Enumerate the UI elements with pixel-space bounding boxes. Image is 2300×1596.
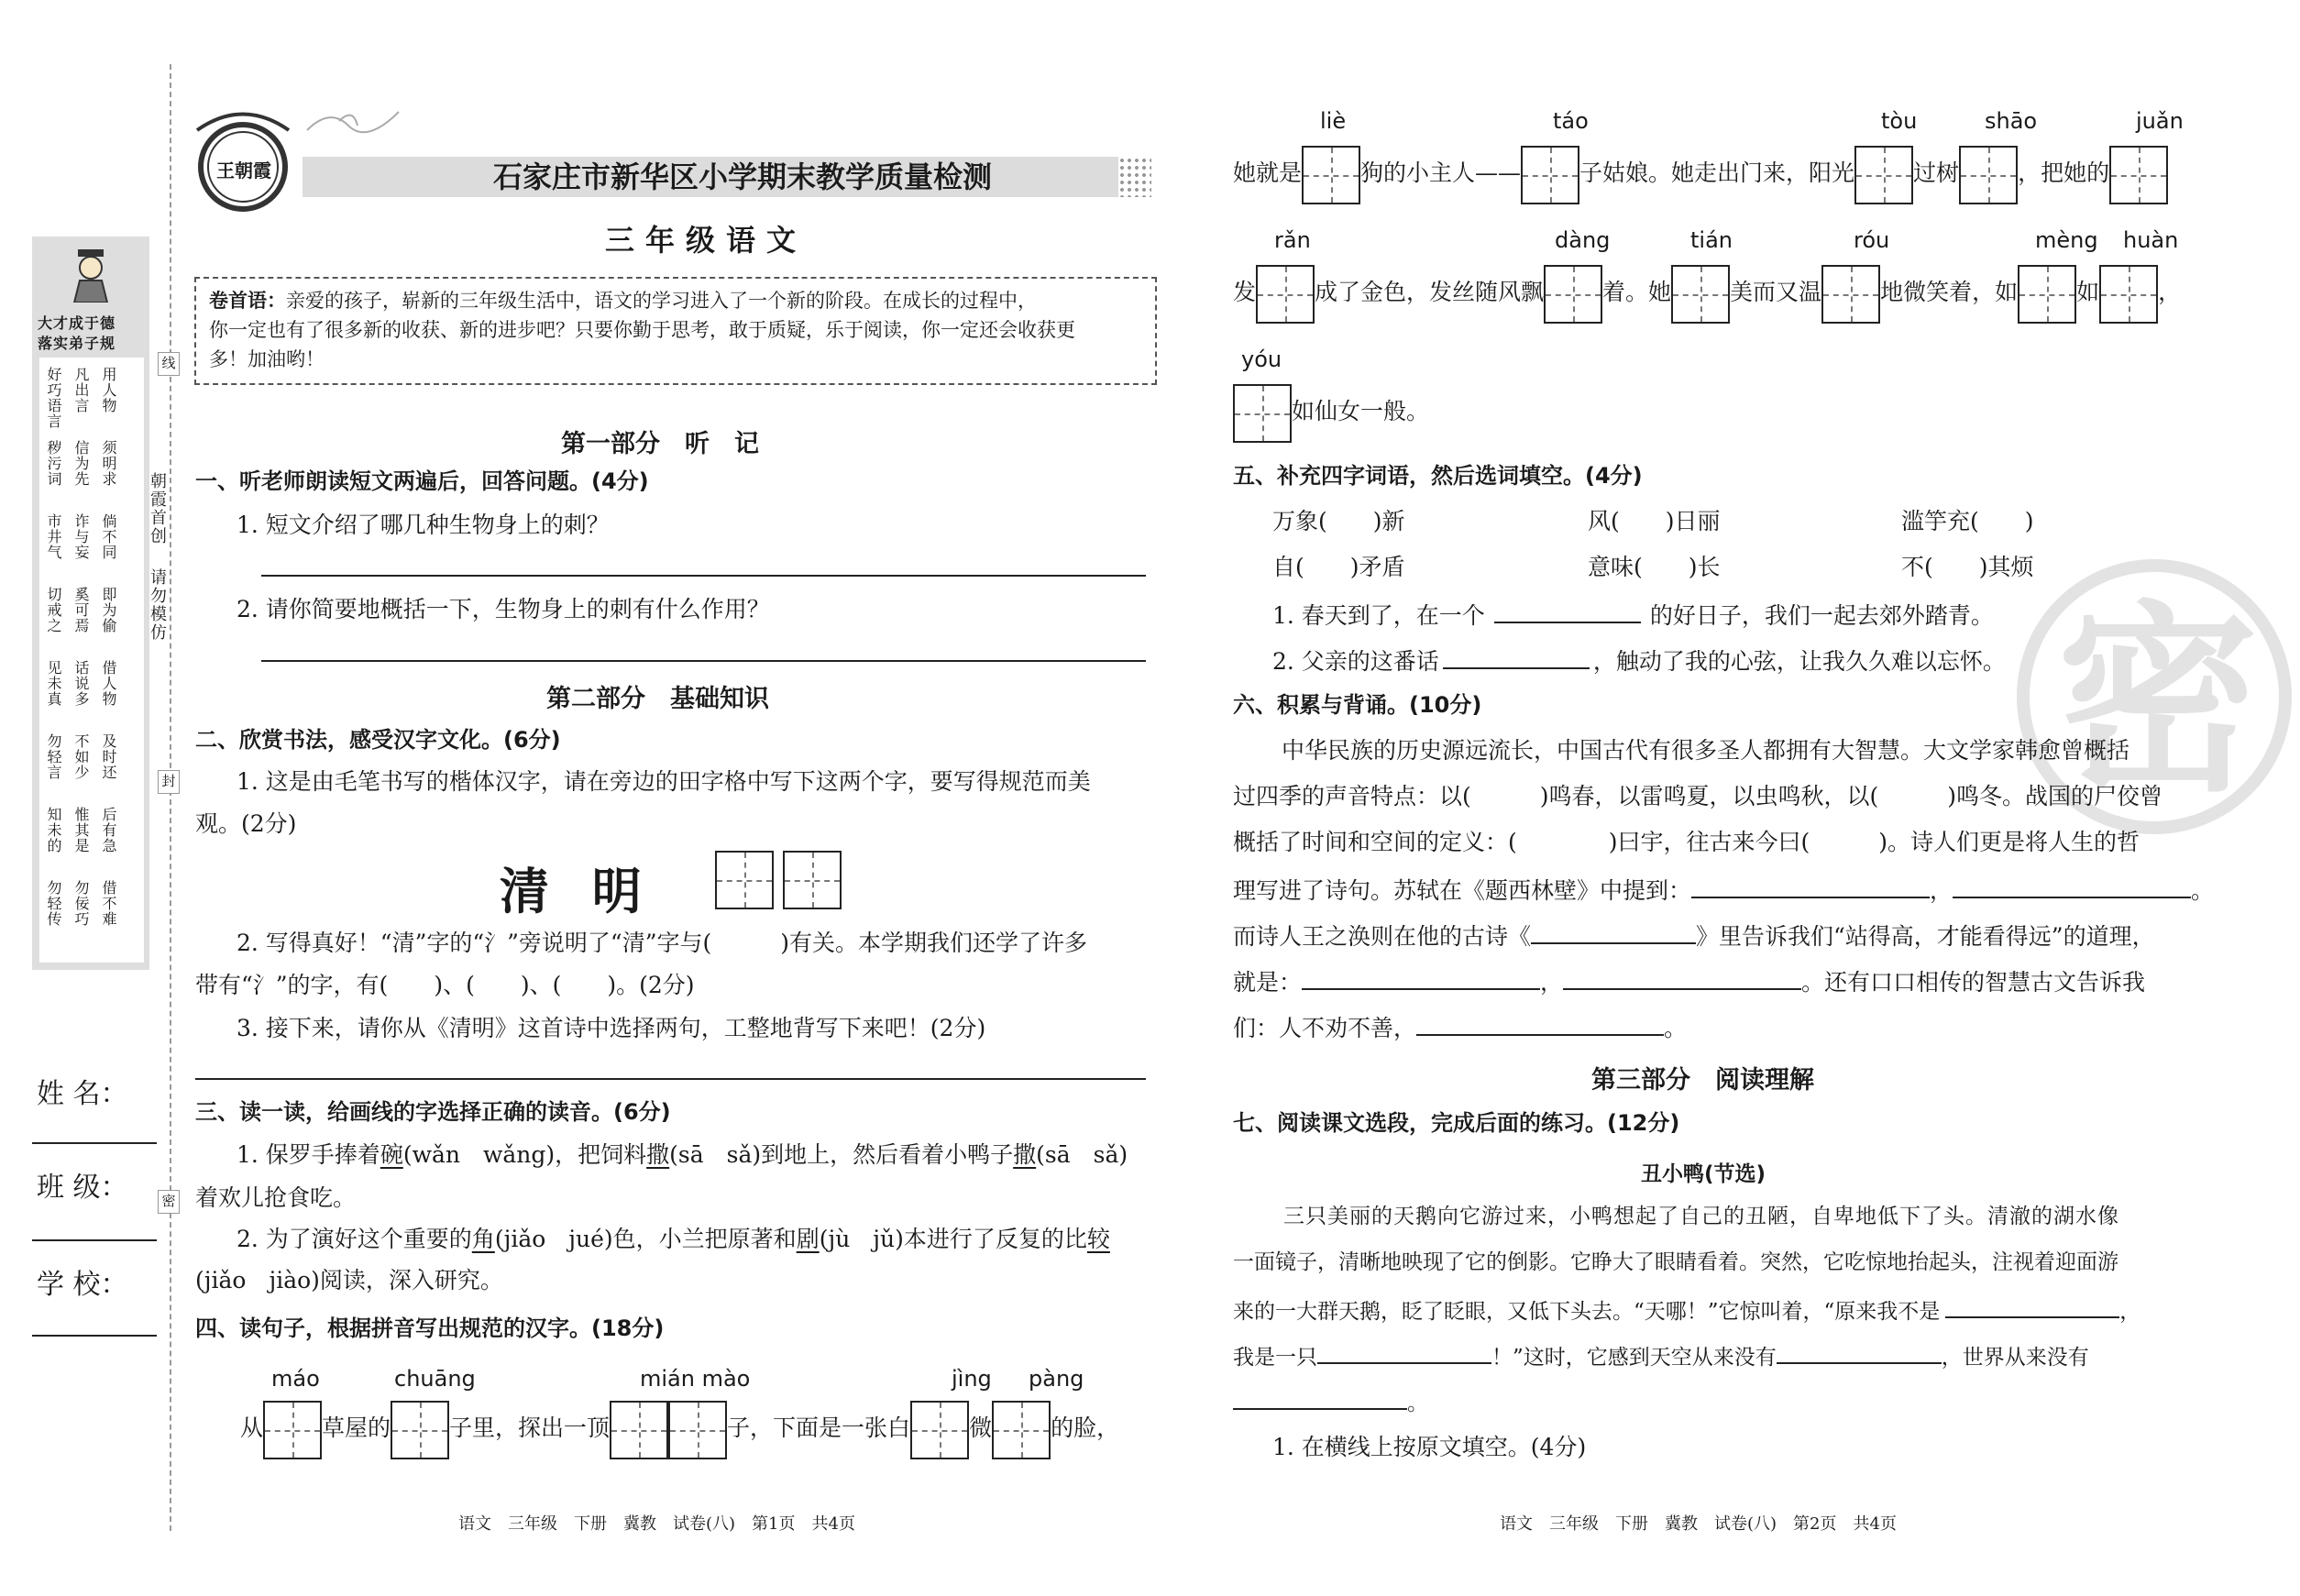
tianzige-box[interactable]: [2018, 265, 2076, 324]
motto-columns: [44, 367, 136, 953]
q5-word-6: 不( )其烦: [1901, 554, 2034, 580]
q1-heading: 一、听老师朗读短文两遍后，回答问题。(4分): [195, 468, 649, 494]
underlined-char: 剧: [796, 1226, 820, 1252]
s1-pinyin-5: juǎn: [2136, 108, 2184, 134]
tianzige-box[interactable]: [910, 1401, 969, 1459]
q6-line-6: 就是： ， 。还有口口相传的智慧古文告诉我: [1233, 964, 2145, 998]
q7-heading: 七、阅读课文选段，完成后面的练习。(12分): [1233, 1110, 1680, 1136]
motto-column: 诈与妄: [72, 513, 90, 560]
s1-pinyin-1: liè: [1320, 108, 1347, 134]
q6-blank-3[interactable]: [1531, 919, 1696, 944]
tianzige-box[interactable]: [610, 1401, 668, 1459]
q3-1b: 着欢儿抢食吃。: [195, 1184, 357, 1211]
motto-column: 切戒之: [45, 587, 62, 633]
q1-2: 2. 请你简要地概括一下，生物身上的刺有什么作用？: [237, 596, 770, 622]
q4-pinyin-1: máo: [271, 1366, 320, 1392]
q6-line-2: 过四季的声音特点：以( )鸣春，以雷鸣夏，以虫鸣秋，以( )鸣冬。战国的尸佼曾: [1233, 783, 2163, 809]
tianzige-box[interactable]: [263, 1401, 322, 1459]
motto-column: 见未真: [45, 660, 62, 707]
q1-2-answer-line[interactable]: [261, 660, 1146, 662]
underlined-char: 较: [1086, 1226, 1110, 1252]
q6-line-3: 概括了时间和空间的定义：( )曰宇，往古来今曰( )。诗人们更是将人生的哲: [1233, 829, 2140, 855]
passage-line-5: 。: [1233, 1384, 1428, 1419]
underlined-char: 撒: [1013, 1141, 1037, 1168]
part3-heading: 第三部分 阅读理解: [1591, 1066, 1814, 1095]
motto-column: 及时还: [100, 733, 117, 780]
motto-column: 勿轻传: [45, 880, 62, 927]
name-field[interactable]: [32, 1142, 157, 1144]
motto-column: 倘不同: [100, 513, 117, 560]
right-footer: 语文 三年级 下册 冀教 试卷(八) 第2页 共4页: [1500, 1514, 1897, 1534]
tianzige-box[interactable]: [2099, 265, 2158, 324]
passage-line-3: 来的一大群天鹅，眨了眨眼，又低下头去。“天哪！”它惊叫着，“原来我不是 ，: [1233, 1293, 2140, 1327]
q1-1: 1. 短文介绍了哪几种生物身上的刺？: [237, 512, 610, 538]
logo-text: 王朝霞: [216, 160, 271, 182]
seal-char-3: 密: [158, 1190, 180, 1214]
tianzige-box[interactable]: [1544, 265, 1602, 324]
passage-line-2: 一面镜子，清晰地映现了它的倒影。它睁大了眼睛看着。突然，它吃惊地抬起头，注视着迎面游: [1233, 1250, 2118, 1274]
passage-blank-1[interactable]: [1945, 1293, 2119, 1318]
tianzige-box-1[interactable]: [715, 851, 774, 909]
q3-2a: 2. 为了演好这个重要的角(jiǎo jué)色，小兰把原著和剧(jù jǔ)本进行了反复的比较: [237, 1226, 1110, 1252]
class-field[interactable]: [32, 1239, 157, 1241]
motto-column: 信为先: [72, 440, 90, 487]
tianzige-box[interactable]: [1854, 146, 1913, 204]
motto-column: 勿佞巧: [72, 880, 90, 927]
q4-heading: 四、读句子，根据拼音写出规范的汉字。(18分): [195, 1315, 665, 1341]
passage-title: 丑小鸭(节选): [1641, 1162, 1766, 1186]
motto-column: 知未的: [45, 807, 62, 853]
motto-column: 借不难: [100, 880, 117, 927]
q6-blank-2[interactable]: [1953, 873, 2191, 898]
q6-line-5: 而诗人王之涣则在他的古诗《 》里告诉我们“站得高，才能看得远”的道理，: [1233, 919, 2155, 952]
motto-column: 话说多: [72, 660, 90, 707]
calligraphy-characters: 清 明: [500, 862, 655, 920]
tianzige-box[interactable]: [1959, 146, 2018, 204]
motto-column: 须明求: [100, 440, 117, 487]
s1-pinyin-3: tòu: [1881, 108, 1918, 134]
s1-sentence: 她就是 狗的小主人—— 子姑娘。她走出门来，阳光 过树 ，把她的: [1233, 143, 2168, 204]
q5-2-blank[interactable]: [1443, 644, 1590, 669]
s1-pinyin-4: shāo: [1985, 108, 2038, 134]
vertical-note-2: 请勿模仿: [148, 568, 167, 642]
motto-column: 好巧语言: [45, 367, 62, 429]
q6-blank-6[interactable]: [1416, 1010, 1664, 1036]
motto-column: 即为偷: [100, 587, 117, 633]
q3-1a: 1. 保罗手捧着碗(wǎn wǎng)，把饲料撒(sā sǎ)到地上，然后看着小鸭子撒(sā sǎ): [237, 1141, 1128, 1168]
scholar-figure-icon: [65, 248, 116, 303]
q5-heading: 五、补充四字词语，然后选词填空。(4分): [1233, 463, 1643, 489]
underlined-char: 撒: [646, 1141, 670, 1168]
tianzige-box[interactable]: [1671, 265, 1730, 324]
class-label: 班 级：: [37, 1172, 128, 1204]
intro-line-3: 多！加油哟！: [209, 348, 325, 370]
q2-2a: 2. 写得真好！“清”字的“氵”旁说明了“清”字与( )有关。本学期我们还学了许多: [237, 930, 1087, 956]
q5-word-5: 意味( )长: [1588, 554, 1721, 580]
watermark-char: 密: [2057, 581, 2260, 819]
q4-pinyin-4: jìng: [952, 1366, 992, 1392]
tianzige-box[interactable]: [1302, 146, 1360, 204]
passage-blank-3[interactable]: [1777, 1338, 1942, 1364]
motto-column: 借人物: [100, 660, 117, 707]
q2-heading: 二、欣赏书法，感受汉字文化。(6分): [195, 727, 561, 753]
school-label: 学 校：: [37, 1269, 128, 1301]
underlined-char: 角: [471, 1226, 495, 1252]
passage-blank-4[interactable]: [1233, 1384, 1407, 1410]
exam-title: 石家庄市新华区小学期末教学质量检测: [492, 160, 992, 194]
part1-heading: 第一部分 听 记: [561, 430, 759, 458]
s2-sentence: 发 成了金色，发丝随风飘 着。她 美而又温 地微笑着，如 如 ，: [1233, 262, 2181, 324]
seal-char-2: 封: [158, 770, 180, 794]
s2-pinyin-2: dàng: [1555, 227, 1611, 253]
left-footer: 语文 三年级 下册 冀教 试卷(八) 第1页 共4页: [458, 1514, 855, 1534]
s3-pinyin-1: yóu: [1241, 347, 1282, 372]
tianzige-box[interactable]: [668, 1401, 727, 1459]
q6-line-7: 们：人不劝不善， 。: [1233, 1010, 1687, 1044]
q5-word-2: 风( )日丽: [1588, 508, 1721, 534]
q5-word-1: 万象( )新: [1272, 508, 1405, 534]
s2-pinyin-6: huàn: [2123, 227, 2179, 253]
tianzige-box[interactable]: [2109, 146, 2168, 204]
school-field[interactable]: [32, 1335, 157, 1337]
s3-sentence: 如仙女一般。: [1233, 381, 1429, 443]
passage-blank-2[interactable]: [1317, 1338, 1491, 1364]
motto-line-2: 落实弟子规: [38, 335, 116, 352]
q4-pinyin-2: chuāng: [394, 1366, 476, 1392]
q3-heading: 三、读一读，给画线的字选择正确的读音。(6分): [195, 1099, 671, 1125]
motto-column: 市井气: [45, 513, 62, 560]
q5-1: 1. 春天到了，在一个 的好日子，我们一起去郊外踏青。: [1272, 598, 1994, 632]
motto-column: 用人物: [100, 367, 117, 413]
seal-char-1: 线: [158, 352, 180, 376]
logo-ribbon-decoration: [303, 103, 403, 149]
motto-column: 秽污词: [45, 440, 62, 487]
part2-heading: 第二部分 基础知识: [546, 685, 769, 713]
intro-line-1: 亲爱的孩子，崭新的三年级生活中，语文的学习进入了一个新的阶段。在成长的过程中，: [286, 290, 1037, 312]
q4-pinyin-3: mián mào: [640, 1366, 751, 1392]
s2-pinyin-3: tián: [1690, 227, 1733, 253]
tianzige-box[interactable]: [1521, 146, 1579, 204]
tianzige-box[interactable]: [1821, 265, 1880, 324]
q4-sentence: 从 草屋的 子里，探出一顶 子，下面是一张白 微 的脸，: [240, 1398, 1119, 1459]
motto-column: 不如少: [72, 733, 90, 780]
passage-line-4: 我是一只 ！”这时，它感到天空从来没有 ，世界从来没有: [1233, 1338, 2089, 1373]
q3-2b: (jiǎo jiào)阅读，深入研究。: [195, 1267, 503, 1293]
header-banner-dots: [1118, 157, 1151, 197]
tianzige-box[interactable]: [1233, 384, 1292, 443]
q5-word-4: 自( )矛盾: [1272, 554, 1405, 580]
q1-1-answer-line[interactable]: [261, 575, 1146, 577]
subject-title: 三年级语文: [605, 223, 808, 258]
intro-line-2: 你一定也有了很多新的收获、新的进步吧？只要你勤于思考，敢于质疑，乐于阅读，你一定还会收获更: [209, 319, 1075, 341]
motto-column: 凡出言: [72, 367, 90, 413]
intro-label: 卷首语：: [209, 289, 286, 312]
s2-pinyin-1: rǎn: [1274, 227, 1311, 253]
q4-pinyin-5: pàng: [1029, 1366, 1084, 1392]
q5-1-blank[interactable]: [1494, 598, 1641, 623]
q6-line-1: 中华民族的历史源远流长，中国古代有很多圣人都拥有大智慧。大文学家韩愈曾概括: [1282, 737, 2130, 764]
q2-2b: 带有“氵”的字，有( )、( )、( )。(2分): [195, 972, 695, 998]
q2-1b: 观。(2分): [195, 810, 297, 837]
name-label: 姓 名：: [37, 1078, 128, 1110]
tianzige-box-2[interactable]: [783, 851, 842, 909]
s2-pinyin-5: mèng: [2035, 227, 2098, 253]
motto-column: 奚可焉: [72, 587, 90, 633]
tianzige-box[interactable]: [992, 1401, 1051, 1459]
intro-box: [194, 277, 1157, 385]
q2-1a: 1. 这是由毛笔书写的楷体汉字，请在旁边的田字格中写下这两个字，要写得规范而美: [237, 768, 1091, 795]
q6-blank-1[interactable]: [1691, 873, 1930, 898]
q7-1: 1. 在横线上按原文填空。(4分): [1272, 1434, 1587, 1460]
q6-line-4: 理写进了诗句。苏轼在《题西林壁》中提到： ， 。: [1233, 873, 2214, 907]
q2-3-answer-line[interactable]: [195, 1078, 1146, 1080]
tianzige-box[interactable]: [391, 1401, 449, 1459]
q2-3: 3. 接下来，请你从《清明》这首诗中选择两句，工整地背写下来吧！(2分): [237, 1015, 986, 1041]
motto-column: 惟其是: [72, 807, 90, 853]
q6-heading: 六、积累与背诵。(10分): [1233, 692, 1482, 718]
q6-blank-5[interactable]: [1563, 964, 1801, 990]
motto-column: 勿轻言: [45, 733, 62, 780]
passage-line-1: 三只美丽的天鹅向它游过来，小鸭想起了自己的丑陋，自卑地低下了头。清澈的湖水像: [1283, 1205, 2119, 1228]
vertical-note-1: 朝霞首创: [148, 472, 167, 545]
s1-pinyin-2: táo: [1553, 108, 1589, 134]
motto-column: 后有急: [100, 807, 117, 853]
q5-word-3: 滥竽充( ): [1901, 508, 2034, 534]
tianzige-box[interactable]: [1256, 265, 1315, 324]
motto-line-1: 大才成于德: [38, 314, 116, 332]
q6-blank-4[interactable]: [1302, 964, 1540, 990]
q5-2: 2. 父亲的这番话 ，触动了我的心弦，让我久久难以忘怀。: [1272, 644, 2006, 677]
s2-pinyin-4: róu: [1854, 227, 1890, 253]
binding-dashed-line: [170, 64, 171, 1531]
logo: [179, 103, 307, 213]
underlined-char: 碗: [380, 1141, 403, 1168]
